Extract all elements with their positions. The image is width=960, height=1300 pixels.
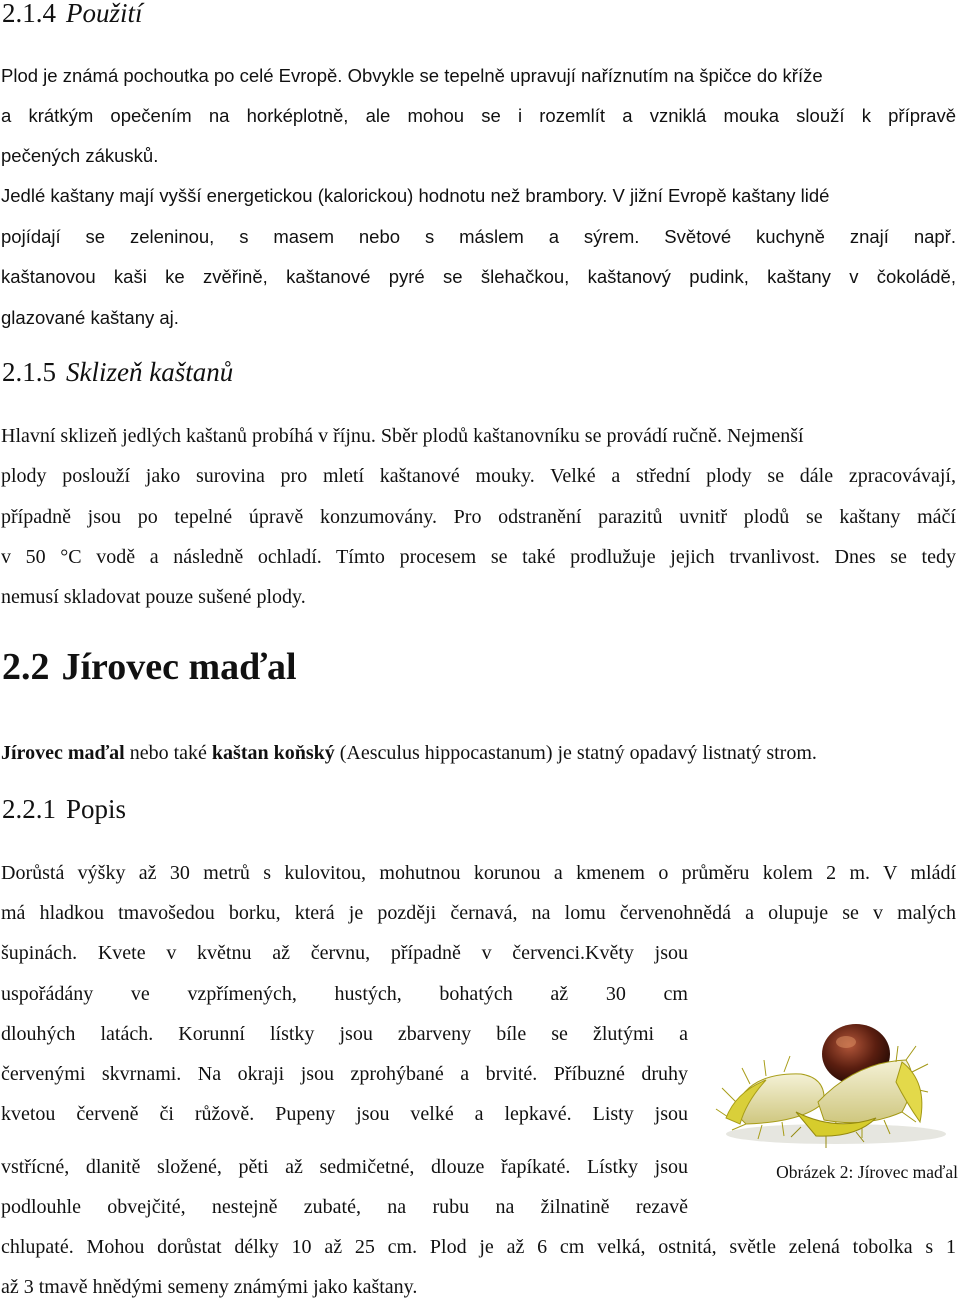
figure-caption: Obrázek 2: Jírovec maďal bbox=[776, 1162, 958, 1182]
paragraph-line: případně jsou po tepelné úpravě konzumovány. Pro odstranění parazitů uvnitř plodů se kaštany máčí bbox=[1, 506, 956, 528]
paragraph-line: červenými skvrnami. Na okraji jsou zprohýbané a brvité. Příbuzné druhy bbox=[1, 1063, 688, 1085]
paragraph-line: uspořádány ve vzpřímených, hustých, bohatých až 30 cm bbox=[1, 983, 688, 1005]
term-bold: Jírovec maďal bbox=[1, 742, 125, 764]
term-bold: kaštan koňský bbox=[211, 742, 335, 764]
paragraph-line: glazované kaštany aj. bbox=[1, 307, 179, 328]
paragraph-line: má hladkou tmavošedou borku, která je později černavá, na lomu červenohnědá a olupuje se v malých bbox=[1, 902, 956, 924]
section-number: 2.2.1 bbox=[2, 794, 56, 824]
paragraph-line: podlouhle obvejčité, nestejně zubaté, na rubu na žilnatině rezavě bbox=[1, 1196, 688, 1218]
horse-chestnut-image bbox=[706, 962, 958, 1152]
section-heading-2-1-5 bbox=[2, 357, 233, 388]
paragraph-line: chlupaté. Mohou dorůstat délky 10 až 25 cm. Plod je až 6 cm velká, ostnitá, světle zelená tobolka s 1 bbox=[1, 1236, 956, 1258]
paragraph-line: Jedlé kaštany mají vyšší energetickou (kalorickou) hodnotu než brambory. V jižní Evropě kaštany lidé bbox=[1, 185, 830, 206]
paragraph-line: Plod je známá pochoutka po celé Evropě. Obvykle se tepelně upravují naříznutím na špičce do kříže bbox=[1, 65, 823, 86]
intro-paragraph bbox=[1, 741, 817, 765]
chestnut-fruit-illustration bbox=[706, 962, 958, 1152]
paragraph-line: až 3 tmavě hnědými semeny známými jako kaštany. bbox=[1, 1276, 418, 1298]
section-title: Sklizeň kaštanů bbox=[66, 357, 234, 387]
paragraph-line: kvetou červeně či růžově. Pupeny jsou velké a lepkavé. Listy jsou bbox=[1, 1103, 688, 1125]
section-heading-2-1-4 bbox=[2, 0, 143, 29]
section-number: 2.1.4 bbox=[2, 0, 56, 28]
section-title: Použití bbox=[66, 0, 143, 28]
paragraph-line: šupinách. Kvete v květnu až červnu, případně v červenci.Květy jsou bbox=[1, 942, 688, 964]
section-number: 2.1.5 bbox=[2, 357, 56, 387]
paragraph-line: pojídají se zeleninou, s masem nebo s máslem a sýrem. Světové kuchyně znají např. bbox=[1, 226, 956, 247]
paragraph-line: dlouhých latách. Korunní lístky jsou zbarveny bíle se žlutými a bbox=[1, 1023, 688, 1045]
paragraph-line: v 50 °C vodě a následně ochladí. Tímto procesem se také prodlužuje jejich trvanlivost. Dnes se tedy bbox=[1, 546, 956, 568]
text-run: nebo také bbox=[124, 742, 212, 764]
paragraph-line: Dorůstá výšky až 30 metrů s kulovitou, mohutnou korunou a kmenem o průměru kolem 2 m. V mládí bbox=[1, 862, 956, 884]
paragraph-line: plody poslouží jako surovina pro mletí kaštanové mouky. Velké a střední plody se dále zpracovávají, bbox=[1, 465, 956, 487]
section-title: Jírovec maďal bbox=[61, 646, 297, 688]
section-title: Popis bbox=[66, 794, 127, 824]
paragraph-line: nemusí skladovat pouze sušené plody. bbox=[1, 586, 306, 608]
paragraph-line: a krátkým opečením na horképlotně, ale mohou se i rozemlít a vzniklá mouka slouží k přípravě bbox=[1, 105, 956, 126]
section-number: 2.2 bbox=[2, 646, 50, 688]
section-heading-2-2 bbox=[2, 645, 297, 689]
paragraph-line: kaštanovou kaši ke zvěřině, kaštanové pyré se šlehačkou, kaštanový pudink, kaštany v čokoládě, bbox=[1, 266, 956, 287]
text-run: (Aesculus hippocastanum) je statný opadavý listnatý strom. bbox=[334, 742, 817, 764]
paragraph-line: Hlavní sklizeň jedlých kaštanů probíhá v říjnu. Sběr plodů kaštanovníku se provádí ručně. Nejmenší bbox=[1, 425, 804, 447]
paragraph-line: pečených zákusků. bbox=[1, 145, 159, 166]
section-heading-2-2-1 bbox=[2, 794, 126, 825]
paragraph-line: vstřícné, dlanitě složené, pěti až sedmičetné, dlouze řapíkaté. Lístky jsou bbox=[1, 1156, 688, 1178]
